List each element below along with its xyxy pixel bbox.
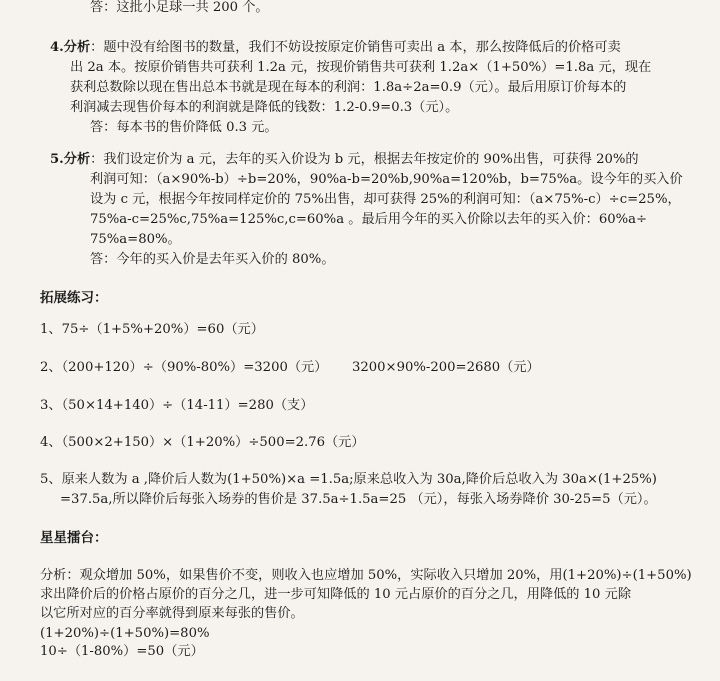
s5-line5: 75%a=80%。 [90,232,181,247]
s4-label: 4.分析 [50,40,91,55]
extension-title: 拓展练习： [40,290,108,306]
extension-q5-line1: 5、原来人数为 a ,降价后人数为(1+50%)×a =1.5a;原来总收入为 30a,降价后总收入为 30a×(1+25%) [40,472,657,487]
s4-line4: 利润减去现售价每本的利润就是降低的钱数：1.2-0.9=0.3（元）。 [70,100,459,115]
star-line4: (1+20%)÷(1+50%)=80% [40,626,210,641]
s5-line1 [50,150,639,170]
s3-answer: 答：这批小足球一共 200 个。 [90,0,269,15]
extension-q4: 4、（500×2+150）×（1+20%）÷500=2.76（元） [40,435,365,450]
star-title: 星星擂台： [40,530,108,546]
extension-q5-line2: =37.5a,所以降价后每张入场券的售价是 37.5a÷1.5a=25 （元），每张入场券降价 30-25=5（元）。 [60,492,657,507]
star-line3: 以它所对应的百分率就得到原来每张的售价。 [40,606,304,621]
s5-label: 5.分析 [50,152,91,167]
extension-q2-part1: 2、（200+120）÷（90%-80%）=3200（元） [40,360,328,375]
s4-line1 [50,38,621,58]
s5-text1: ：我们设定价为 a 元，去年的买入价设为 b 元，根据去年按定价的 90%出售，可获得 20%的 [90,152,639,167]
s4-line2: 出 2a 本。按原价销售共可获利 1.2a 元，按现价销售共可获利 1.2a×（1+50%）=1.8a 元，现在 [70,60,652,75]
s5-line2: 利润可知：（a×90%-b）÷b=20%，90%a-b=20%b,90%a=120%b，b=75%a。设今年的买入价 [90,172,683,187]
s4-answer: 答：每本书的售价降低 0.3 元。 [90,120,278,135]
extension-q2-part2: 3200×90%-200=2680（元） [352,360,540,375]
star-line5: 10÷（1-80%）=50（元） [40,644,204,659]
extension-q1: 1、75÷（1+5%+20%）=60（元） [40,322,264,337]
star-line1: 分析：观众增加 50%，如果售价不变，则收入也应增加 50%，实际收入只增加 20%，用(1+20%)÷(1+50%) [40,568,692,583]
extension-q3: 3、（50×14+140）÷（14-11）=280（支） [40,398,314,413]
s5-line3: 设为 c 元，根据今年按同样定价的 75%出售，却可获得 25%的利润可知：（a×75%-c）÷c=25%， [90,192,681,207]
s4-line3: 获利总数除以现在售出总本书就是现在每本的利润：1.8a÷2a=0.9（元）。最后用原订价每本的 [70,80,627,95]
s5-answer: 答：今年的买入价是去年买入价的 80%。 [90,252,335,267]
star-line2: 求出降价后的价格占原价的百分之几，进一步可知降低的 10 元占原价的百分之几，用降低的 10 元除 [40,587,632,602]
s5-line4: 75%a-c=25%c,75%a=125%c,c=60%a 。最后用今年的买入价除以去年的买入价：60%a÷ [90,212,648,227]
s4-text1: ：题中没有给图书的数量，我们不妨设按原定价销售可卖出 a 本，那么按降低后的价格可卖 [90,40,621,55]
